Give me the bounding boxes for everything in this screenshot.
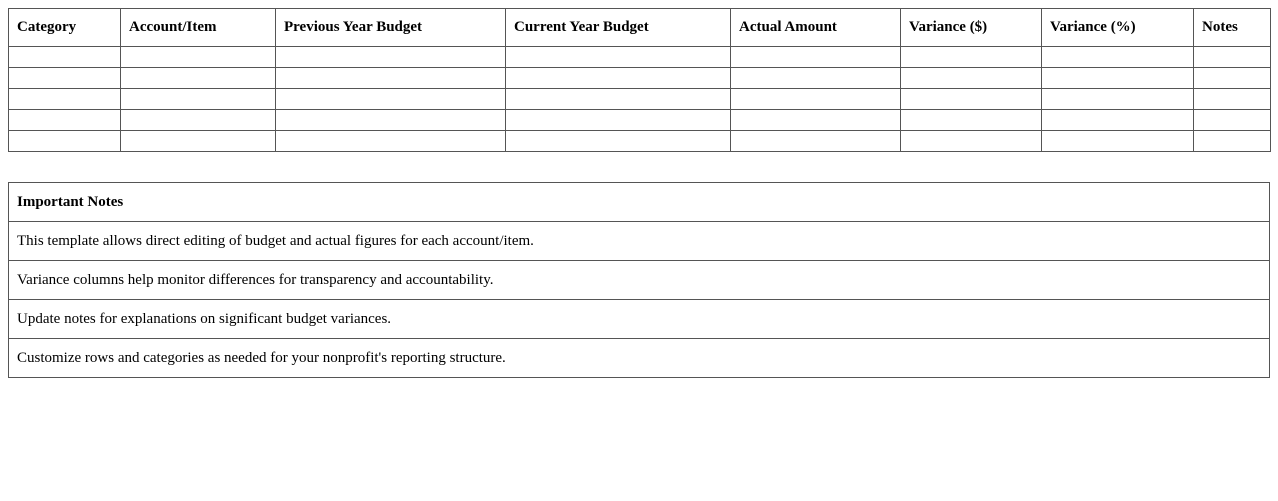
- note-row: [9, 222, 1270, 261]
- cell-actual-amount[interactable]: [731, 89, 901, 110]
- cell-actual-amount[interactable]: [731, 47, 901, 68]
- page-content: [8, 8, 1270, 378]
- table-row: [9, 89, 1271, 110]
- note-row: [9, 300, 1270, 339]
- cell-notes[interactable]: [1194, 131, 1271, 152]
- note-item: Customize rows and categories as needed for your nonprofit's reporting structure.: [9, 339, 1270, 378]
- cell-current-year-budget[interactable]: [506, 131, 731, 152]
- cell-account-item[interactable]: [121, 47, 276, 68]
- cell-variance-dollars[interactable]: [901, 131, 1042, 152]
- table-row: [9, 68, 1271, 89]
- cell-actual-amount[interactable]: [731, 131, 901, 152]
- note-row: [9, 261, 1270, 300]
- note-row: [9, 339, 1270, 378]
- cell-variance-percent[interactable]: [1042, 68, 1194, 89]
- cell-previous-year-budget[interactable]: [276, 89, 506, 110]
- cell-variance-dollars[interactable]: [901, 47, 1042, 68]
- cell-previous-year-budget[interactable]: [276, 68, 506, 89]
- cell-current-year-budget[interactable]: [506, 110, 731, 131]
- cell-account-item[interactable]: [121, 68, 276, 89]
- cell-variance-percent[interactable]: [1042, 47, 1194, 68]
- cell-notes[interactable]: [1194, 68, 1271, 89]
- cell-actual-amount[interactable]: [731, 110, 901, 131]
- cell-category[interactable]: [9, 131, 121, 152]
- cell-previous-year-budget[interactable]: [276, 110, 506, 131]
- cell-current-year-budget[interactable]: [506, 47, 731, 68]
- budget-table: [8, 8, 1271, 152]
- note-item: This template allows direct editing of budget and actual figures for each account/item.: [9, 222, 1270, 261]
- header-current-year-budget: Current Year Budget: [506, 9, 731, 47]
- cell-category[interactable]: [9, 68, 121, 89]
- table-row: [9, 110, 1271, 131]
- header-category: Category: [9, 9, 121, 47]
- cell-previous-year-budget[interactable]: [276, 47, 506, 68]
- cell-category[interactable]: [9, 110, 121, 131]
- cell-variance-percent[interactable]: [1042, 110, 1194, 131]
- table-row: [9, 131, 1271, 152]
- cell-account-item[interactable]: [121, 131, 276, 152]
- header-variance-percent: Variance (%): [1042, 9, 1194, 47]
- cell-variance-dollars[interactable]: [901, 68, 1042, 89]
- cell-current-year-budget[interactable]: [506, 68, 731, 89]
- notes-header-row: [9, 183, 1270, 222]
- important-notes-heading: Important Notes: [9, 183, 1270, 222]
- cell-account-item[interactable]: [121, 89, 276, 110]
- cell-actual-amount[interactable]: [731, 68, 901, 89]
- header-previous-year-budget: Previous Year Budget: [276, 9, 506, 47]
- note-item: Update notes for explanations on significant budget variances.: [9, 300, 1270, 339]
- cell-variance-percent[interactable]: [1042, 89, 1194, 110]
- important-notes-table: [8, 182, 1270, 378]
- cell-variance-dollars[interactable]: [901, 89, 1042, 110]
- cell-notes[interactable]: [1194, 110, 1271, 131]
- table-row: [9, 47, 1271, 68]
- header-variance-dollars: Variance ($): [901, 9, 1042, 47]
- note-item: Variance columns help monitor differences for transparency and accountability.: [9, 261, 1270, 300]
- cell-category[interactable]: [9, 89, 121, 110]
- cell-notes[interactable]: [1194, 89, 1271, 110]
- cell-notes[interactable]: [1194, 47, 1271, 68]
- cell-category[interactable]: [9, 47, 121, 68]
- budget-header-row: [9, 9, 1271, 47]
- cell-variance-percent[interactable]: [1042, 131, 1194, 152]
- cell-previous-year-budget[interactable]: [276, 131, 506, 152]
- cell-variance-dollars[interactable]: [901, 110, 1042, 131]
- header-account-item: Account/Item: [121, 9, 276, 47]
- cell-current-year-budget[interactable]: [506, 89, 731, 110]
- cell-account-item[interactable]: [121, 110, 276, 131]
- header-notes: Notes: [1194, 9, 1271, 47]
- header-actual-amount: Actual Amount: [731, 9, 901, 47]
